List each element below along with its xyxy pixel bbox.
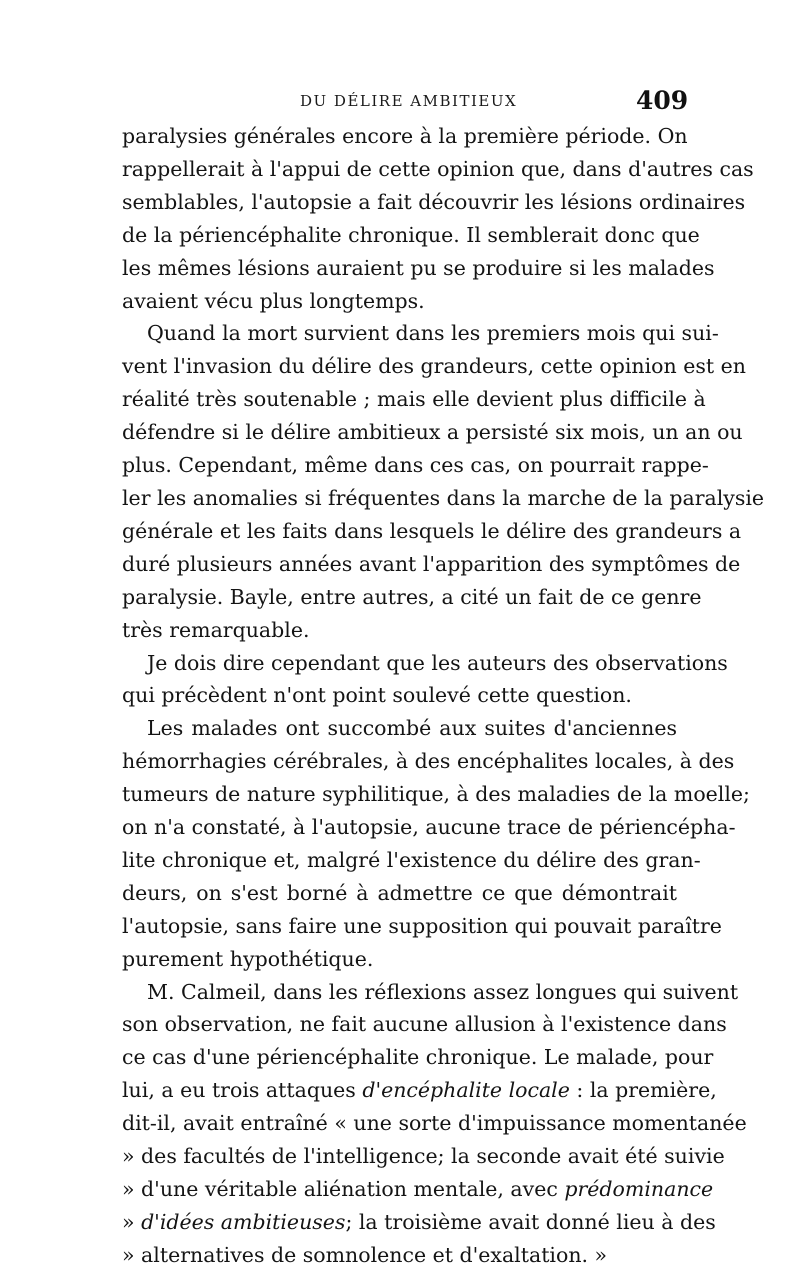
text-line: vent l'invasion du délire des grandeurs, cette opinion est en bbox=[122, 354, 746, 379]
text-line: son observation, ne fait aucune allusion à l'existence dans bbox=[122, 1012, 727, 1037]
running-header-title: DU DÉLIRE AMBITIEUX bbox=[300, 92, 518, 110]
italic-phrase: prédominance bbox=[564, 1177, 714, 1201]
text-line: lite chronique et, malgré l'existence du délire des gran- bbox=[122, 847, 701, 872]
text-run: : la première, bbox=[569, 1078, 717, 1103]
text-line: semblables, l'autopsie a fait découvrir les lésions ordinaires bbox=[122, 189, 746, 214]
text-line: de la périencéphalite chronique. Il semblerait donc que bbox=[122, 222, 700, 247]
text-line: Les malades ont succombé aux suites d'anciennes bbox=[147, 716, 677, 741]
text-line: ler les anomalies si fréquentes dans la marche de la paralysie bbox=[122, 485, 765, 510]
text-line: dit-il, avait entraîné « une sorte d'impuissance momentanée bbox=[122, 1111, 747, 1136]
text-line-with-italic bbox=[122, 1206, 716, 1239]
text-line: défendre si le délire ambitieux a persisté six mois, un an ou bbox=[122, 420, 743, 445]
body-text bbox=[122, 120, 765, 1272]
page-number: 409 bbox=[636, 86, 689, 115]
text-line: purement hypothétique. bbox=[122, 946, 374, 971]
text-line: Quand la mort survient dans les premiers mois qui sui- bbox=[147, 321, 719, 346]
text-line: M. Calmeil, dans les réflexions assez longues qui suivent bbox=[147, 979, 739, 1004]
text-line: réalité très soutenable ; mais elle devient plus difficile à bbox=[122, 387, 706, 412]
text-run: » d'une véritable aliénation mentale, avec bbox=[122, 1177, 565, 1201]
text-line: hémorrhagies cérébrales, à des encéphalites locales, à des bbox=[122, 749, 735, 774]
text-line-with-italic bbox=[122, 1173, 714, 1206]
text-run: ; la troisième avait donné lieu à des bbox=[345, 1209, 716, 1234]
text-line: paralysie. Bayle, entre autres, a cité un fait de ce genre bbox=[122, 584, 702, 609]
text-run: » bbox=[122, 1209, 142, 1234]
text-line: générale et les faits dans lesquels le délire des grandeurs a bbox=[122, 518, 742, 543]
text-line: plus. Cependant, même dans ces cas, on pourrait rappe- bbox=[122, 453, 709, 478]
text-line: qui précèdent n'ont point soulevé cette question. bbox=[122, 683, 632, 708]
text-line: avaient vécu plus longtemps. bbox=[122, 288, 425, 313]
text-line-with-italic bbox=[122, 1074, 717, 1107]
text-line: » alternatives de somnolence et d'exaltation. » bbox=[122, 1242, 608, 1267]
text-line: Je dois dire cependant que les auteurs des observations bbox=[147, 650, 728, 675]
text-line: on n'a constaté, à l'autopsie, aucune trace de périencépha- bbox=[122, 815, 736, 840]
text-line: les mêmes lésions auraient pu se produire si les malades bbox=[122, 255, 715, 280]
text-line: deurs, on s'est borné à admettre ce que démontrait bbox=[122, 880, 677, 905]
text-line: paralysies générales encore à la première période. On bbox=[122, 124, 688, 148]
text-line: l'autopsie, sans faire une supposition qui pouvait paraître bbox=[122, 913, 722, 938]
text-line: duré plusieurs années avant l'apparition des symptômes de bbox=[122, 551, 741, 576]
text-line: ce cas d'une périencéphalite chronique. Le malade, pour bbox=[122, 1045, 714, 1070]
italic-phrase: d'idées ambitieuses bbox=[141, 1209, 346, 1234]
text-line: très remarquable. bbox=[122, 617, 310, 642]
text-line: rappellerait à l'appui de cette opinion que, dans d'autres cas bbox=[122, 156, 754, 181]
text-line: tumeurs de nature syphilitique, à des maladies de la moelle; bbox=[122, 782, 750, 807]
text-line: » des facultés de l'intelligence; la seconde avait été suivie bbox=[122, 1144, 725, 1169]
italic-phrase: d'encéphalite locale bbox=[362, 1078, 570, 1103]
text-run: lui, a eu trois attaques bbox=[122, 1078, 363, 1103]
